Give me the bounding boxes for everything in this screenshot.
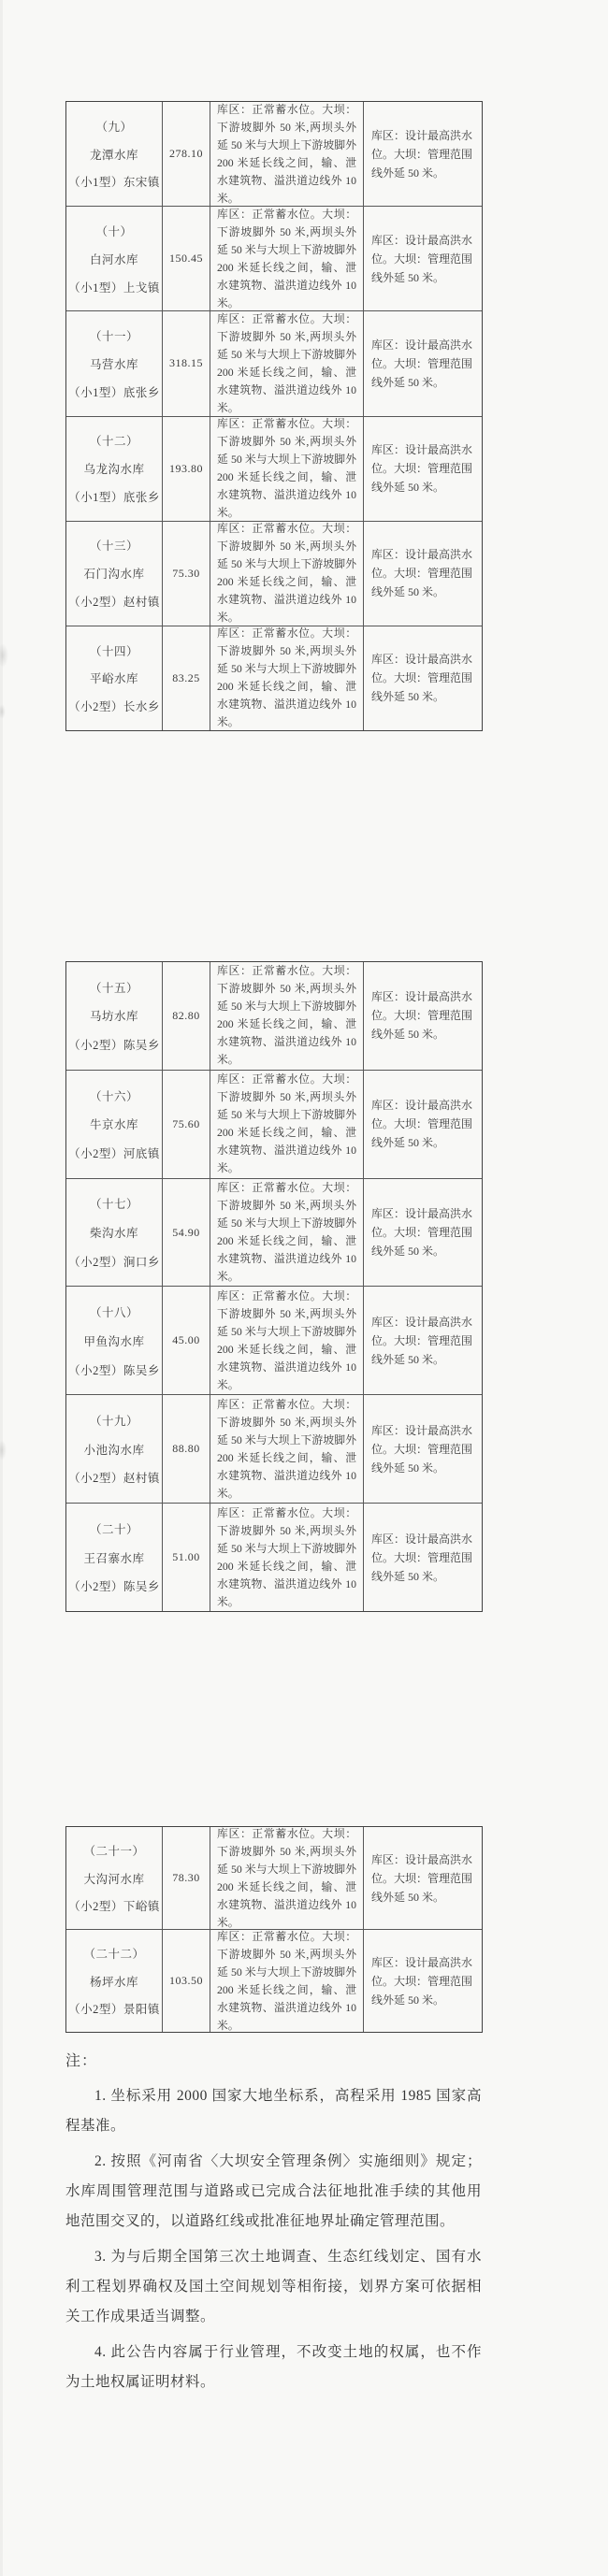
protection-scope-text: 库区：设计最高洪水位。大坝：管理范围线外延 50 米。 bbox=[371, 1852, 473, 1904]
reservoir-type-town: （小2型）赵村镇 bbox=[68, 1472, 160, 1486]
protection-scope-cell bbox=[363, 1287, 482, 1394]
protection-scope-cell bbox=[363, 962, 482, 1070]
protection-scope-cell bbox=[363, 417, 482, 521]
reservoir-type-town: （小2型）河底镇 bbox=[68, 1146, 160, 1160]
management-scope-text: 库区：正常蓄水位。大坝：下游坡脚外 50 米,两坝头外延 50 米与大坝上下游坡脚外 200 米延长线之间，输、泄水建筑物、溢洪道边线外 10 米。 bbox=[217, 311, 356, 414]
reservoir-type-town: （小2型）涧口乡 bbox=[68, 1255, 160, 1269]
reservoir-name: 马坊水库 bbox=[89, 1010, 138, 1024]
reservoir-type-town: （小2型）长水乡 bbox=[68, 700, 160, 714]
protection-scope-text: 库区：设计最高洪水位。大坝：管理范围线外延 50 米。 bbox=[371, 653, 473, 704]
reservoir-type-town: （小2型）陈吴乡 bbox=[68, 1363, 160, 1377]
management-scope-text: 库区：正常蓄水位。大坝：下游坡脚外 50 米,两坝头外延 50 米与大坝上下游坡脚外 200 米延长线之间，输、泄水建筑物、溢洪道边线外 10 米。 bbox=[217, 522, 356, 625]
reservoir-index: （二十二） bbox=[83, 1948, 145, 1962]
reservoir-name-cell bbox=[66, 102, 162, 206]
reservoir-name-cell bbox=[66, 1930, 162, 2032]
management-scope-cell bbox=[210, 311, 363, 415]
notes-section bbox=[65, 2048, 482, 2397]
elevation-value: 75.30 bbox=[172, 566, 200, 580]
reservoir-type-town: （小1型）底张乡 bbox=[68, 385, 160, 399]
reservoir-name: 白河水库 bbox=[89, 252, 138, 266]
reservoir-index: （十五） bbox=[89, 981, 138, 995]
protection-scope-cell bbox=[363, 207, 482, 310]
reservoir-type-town: （小1型）东宋镇 bbox=[68, 176, 160, 190]
elevation-value: 318.15 bbox=[169, 356, 203, 370]
table-row bbox=[66, 962, 482, 1071]
reservoir-type-town: （小2型）陈吴乡 bbox=[68, 1580, 160, 1594]
reservoir-index: （十八） bbox=[89, 1306, 138, 1320]
elevation-cell bbox=[162, 962, 210, 1070]
reservoir-type-town: （小2型）赵村镇 bbox=[68, 596, 160, 610]
reservoir-name: 石门沟水库 bbox=[83, 568, 145, 582]
reservoir-name: 杨坪水库 bbox=[89, 1975, 138, 1989]
management-scope-cell bbox=[210, 522, 363, 626]
reservoir-type-town: （小1型）上戈镇 bbox=[68, 281, 160, 295]
management-scope-text: 库区：正常蓄水位。大坝：下游坡脚外 50 米,两坝头外延 50 米与大坝上下游坡脚外 200 米延长线之间，输、泄水建筑物、溢洪道边线外 10 米。 bbox=[217, 1181, 356, 1284]
notes-label: 注： bbox=[65, 2053, 98, 2069]
management-scope-text: 库区：正常蓄水位。大坝：下游坡脚外 50 米,两坝头外延 50 米与大坝上下游坡脚外 200 米延长线之间，输、泄水建筑物、溢洪道边线外 10 米。 bbox=[217, 1827, 356, 1929]
management-scope-text: 库区：正常蓄水位。大坝：下游坡脚外 50 米,两坝头外延 50 米与大坝上下游坡脚外 200 米延长线之间，输、泄水建筑物、溢洪道边线外 10 米。 bbox=[217, 1397, 356, 1500]
table-row bbox=[66, 626, 482, 730]
reservoir-name: 甲鱼沟水库 bbox=[83, 1334, 145, 1348]
management-scope-cell bbox=[210, 1287, 363, 1394]
management-scope-text: 库区：正常蓄水位。大坝：下游坡脚外 50 米,两坝头外延 50 米与大坝上下游坡脚外 200 米延长线之间，输、泄水建筑物、溢洪道边线外 10 米。 bbox=[217, 626, 356, 729]
management-scope-text: 库区：正常蓄水位。大坝：下游坡脚外 50 米,两坝头外延 50 米与大坝上下游坡脚外 200 米延长线之间，输、泄水建筑物、溢洪道边线外 10 米。 bbox=[217, 417, 356, 520]
protection-scope-text: 库区：设计最高洪水位。大坝：管理范围线外延 50 米。 bbox=[371, 1955, 473, 2007]
note-item: 4. 此公告内容属于行业管理，不改变土地的权属，也不作为土地权属证明材料。 bbox=[65, 2344, 482, 2390]
reservoir-name: 乌龙沟水库 bbox=[83, 463, 145, 477]
scan-artifact bbox=[0, 643, 8, 668]
reservoir-table-items-21-22 bbox=[65, 1826, 483, 2033]
reservoir-type-town: （小2型）陈吴乡 bbox=[68, 1039, 160, 1053]
reservoir-index: （二十） bbox=[89, 1522, 138, 1536]
elevation-cell bbox=[162, 1179, 210, 1287]
management-scope-cell bbox=[210, 102, 363, 206]
reservoir-name-cell bbox=[66, 207, 162, 310]
elevation-value: 54.90 bbox=[172, 1225, 200, 1239]
elevation-cell bbox=[162, 626, 210, 730]
reservoir-table-items-9-14 bbox=[65, 101, 483, 731]
protection-scope-cell bbox=[363, 626, 482, 730]
management-scope-cell bbox=[210, 962, 363, 1070]
elevation-value: 83.25 bbox=[172, 670, 200, 684]
reservoir-type-town: （小2型）下峪镇 bbox=[68, 1899, 160, 1913]
table-row bbox=[66, 1395, 482, 1504]
management-scope-text: 库区：正常蓄水位。大坝：下游坡脚外 50 米,两坝头外延 50 米与大坝上下游坡脚外 200 米延长线之间，输、泄水建筑物、溢洪道边线外 10 米。 bbox=[217, 1505, 356, 1608]
protection-scope-text: 库区：设计最高洪水位。大坝：管理范围线外延 50 米。 bbox=[371, 1423, 473, 1475]
elevation-cell bbox=[162, 1930, 210, 2032]
management-scope-cell bbox=[210, 1179, 363, 1287]
scan-artifact bbox=[0, 1440, 7, 1461]
protection-scope-text: 库区：设计最高洪水位。大坝：管理范围线外延 50 米。 bbox=[371, 338, 473, 389]
note-item: 2. 按照《河南省〈大坝安全管理条例〉实施细则》规定；水库周围管理范围与道路或已完成合法征地批准手续的其他用地范围交叉的，以道路红线或批准征地界址确定管理范围。 bbox=[65, 2153, 482, 2229]
reservoir-name: 大沟河水库 bbox=[83, 1872, 145, 1886]
reservoir-name-cell bbox=[66, 1179, 162, 1287]
reservoir-name: 牛京水库 bbox=[89, 1118, 138, 1132]
reservoir-index: （十一） bbox=[89, 330, 138, 344]
elevation-value: 78.30 bbox=[172, 1871, 200, 1884]
protection-scope-cell bbox=[363, 1179, 482, 1287]
management-scope-cell bbox=[210, 1827, 363, 1929]
reservoir-index: （二十一） bbox=[83, 1845, 145, 1859]
protection-scope-text: 库区：设计最高洪水位。大坝：管理范围线外延 50 米。 bbox=[371, 1315, 473, 1366]
reservoir-name: 平峪水库 bbox=[89, 672, 138, 686]
protection-scope-text: 库区：设计最高洪水位。大坝：管理范围线外延 50 米。 bbox=[371, 1207, 473, 1259]
management-scope-text: 库区：正常蓄水位。大坝：下游坡脚外 50 米,两坝头外延 50 米与大坝上下游坡脚外 200 米延长线之间，输、泄水建筑物、溢洪道边线外 10 米。 bbox=[217, 964, 356, 1067]
scan-edge-shading bbox=[0, 0, 3, 2576]
reservoir-index: （十六） bbox=[89, 1089, 138, 1103]
note-item: 1. 坐标采用 2000 国家大地坐标系，高程采用 1985 国家高程基准。 bbox=[65, 2088, 482, 2134]
reservoir-name: 龙潭水库 bbox=[89, 148, 138, 162]
scan-artifact bbox=[0, 704, 6, 719]
table-row bbox=[66, 1287, 482, 1395]
management-scope-text: 库区：正常蓄水位。大坝：下游坡脚外 50 米,两坝头外延 50 米与大坝上下游坡脚外 200 米延长线之间，输、泄水建筑物、溢洪道边线外 10 米。 bbox=[217, 102, 356, 205]
reservoir-name-cell bbox=[66, 1827, 162, 1929]
reservoir-name-cell bbox=[66, 962, 162, 1070]
elevation-cell bbox=[162, 522, 210, 626]
management-scope-cell bbox=[210, 207, 363, 310]
reservoir-name-cell bbox=[66, 1071, 162, 1178]
table-row bbox=[66, 1179, 482, 1288]
elevation-cell bbox=[162, 1504, 210, 1611]
table-row bbox=[66, 417, 482, 522]
reservoir-name: 王召寨水库 bbox=[83, 1551, 145, 1565]
elevation-cell bbox=[162, 417, 210, 521]
protection-scope-text: 库区：设计最高洪水位。大坝：管理范围线外延 50 米。 bbox=[371, 548, 473, 599]
protection-scope-cell bbox=[363, 311, 482, 415]
reservoir-name-cell bbox=[66, 522, 162, 626]
management-scope-cell bbox=[210, 1395, 363, 1503]
protection-scope-text: 库区：设计最高洪水位。大坝：管理范围线外延 50 米。 bbox=[371, 1532, 473, 1583]
protection-scope-text: 库区：设计最高洪水位。大坝：管理范围线外延 50 米。 bbox=[371, 443, 473, 495]
table-row bbox=[66, 1071, 482, 1179]
elevation-cell bbox=[162, 1395, 210, 1503]
table-row bbox=[66, 1930, 482, 2032]
protection-scope-text: 库区：设计最高洪水位。大坝：管理范围线外延 50 米。 bbox=[371, 128, 473, 180]
reservoir-index: （十九） bbox=[89, 1415, 138, 1429]
note-item: 3. 为与后期全国第三次土地调查、生态红线划定、国有水利工程划界确权及国土空间规划等相衔接，划界方案可依据相关工作成果适当调整。 bbox=[65, 2249, 482, 2324]
reservoir-name: 马营水库 bbox=[89, 357, 138, 371]
elevation-value: 51.00 bbox=[172, 1550, 200, 1564]
protection-scope-text: 库区：设计最高洪水位。大坝：管理范围线外延 50 米。 bbox=[371, 990, 473, 1042]
reservoir-table-items-15-20 bbox=[65, 961, 483, 1612]
table-row bbox=[66, 102, 482, 207]
reservoir-name-cell bbox=[66, 311, 162, 415]
reservoir-name: 小池沟水库 bbox=[83, 1443, 145, 1457]
reservoir-index: （十四） bbox=[89, 644, 138, 658]
elevation-cell bbox=[162, 102, 210, 206]
table-row bbox=[66, 1827, 482, 1930]
reservoir-name-cell bbox=[66, 417, 162, 521]
table-row bbox=[66, 207, 482, 311]
reservoir-type-town: （小2型）景阳镇 bbox=[68, 2002, 160, 2016]
protection-scope-cell bbox=[363, 1395, 482, 1503]
protection-scope-cell bbox=[363, 1930, 482, 2032]
elevation-value: 82.80 bbox=[172, 1008, 200, 1022]
elevation-cell bbox=[162, 311, 210, 415]
protection-scope-cell bbox=[363, 1071, 482, 1178]
reservoir-index: （十三） bbox=[89, 540, 138, 554]
protection-scope-cell bbox=[363, 102, 482, 206]
notes-paragraphs bbox=[65, 2081, 482, 2397]
reservoir-index: （十七） bbox=[89, 1198, 138, 1212]
elevation-value: 45.00 bbox=[172, 1333, 200, 1347]
reservoir-index: （九） bbox=[95, 120, 133, 134]
management-scope-text: 库区：正常蓄水位。大坝：下游坡脚外 50 米,两坝头外延 50 米与大坝上下游坡脚外 200 米延长线之间，输、泄水建筑物、溢洪道边线外 10 米。 bbox=[217, 207, 356, 309]
elevation-value: 75.60 bbox=[172, 1116, 200, 1130]
protection-scope-cell bbox=[363, 1504, 482, 1611]
protection-scope-text: 库区：设计最高洪水位。大坝：管理范围线外延 50 米。 bbox=[371, 233, 473, 284]
elevation-cell bbox=[162, 1071, 210, 1178]
elevation-value: 103.50 bbox=[169, 1974, 203, 1987]
table-row bbox=[66, 522, 482, 626]
table-row bbox=[66, 311, 482, 416]
reservoir-index: （十二） bbox=[89, 435, 138, 449]
protection-scope-text: 库区：设计最高洪水位。大坝：管理范围线外延 50 米。 bbox=[371, 1099, 473, 1150]
reservoir-name-cell bbox=[66, 1287, 162, 1394]
management-scope-cell bbox=[210, 1504, 363, 1611]
management-scope-cell bbox=[210, 1071, 363, 1178]
reservoir-name-cell bbox=[66, 1395, 162, 1503]
reservoir-index: （十） bbox=[95, 224, 133, 238]
elevation-cell bbox=[162, 1287, 210, 1394]
protection-scope-cell bbox=[363, 1827, 482, 1929]
reservoir-name: 柴沟水库 bbox=[89, 1227, 138, 1241]
management-scope-cell bbox=[210, 417, 363, 521]
reservoir-name-cell bbox=[66, 1504, 162, 1611]
reservoir-type-town: （小1型）底张乡 bbox=[68, 490, 160, 504]
elevation-value: 193.80 bbox=[169, 461, 203, 475]
protection-scope-cell bbox=[363, 522, 482, 626]
table-row bbox=[66, 1504, 482, 1611]
elevation-value: 150.45 bbox=[169, 252, 203, 266]
elevation-value: 278.10 bbox=[169, 147, 203, 161]
management-scope-cell bbox=[210, 1930, 363, 2032]
reservoir-name-cell bbox=[66, 626, 162, 730]
elevation-cell bbox=[162, 207, 210, 310]
elevation-value: 88.80 bbox=[172, 1442, 200, 1456]
elevation-cell bbox=[162, 1827, 210, 1929]
management-scope-text: 库区：正常蓄水位。大坝：下游坡脚外 50 米,两坝头外延 50 米与大坝上下游坡脚外 200 米延长线之间，输、泄水建筑物、溢洪道边线外 10 米。 bbox=[217, 1072, 356, 1175]
management-scope-cell bbox=[210, 626, 363, 730]
management-scope-text: 库区：正常蓄水位。大坝：下游坡脚外 50 米,两坝头外延 50 米与大坝上下游坡脚外 200 米延长线之间，输、泄水建筑物、溢洪道边线外 10 米。 bbox=[217, 1288, 356, 1391]
management-scope-text: 库区：正常蓄水位。大坝：下游坡脚外 50 米,两坝头外延 50 米与大坝上下游坡脚外 200 米延长线之间，输、泄水建筑物、溢洪道边线外 10 米。 bbox=[217, 1930, 356, 2032]
